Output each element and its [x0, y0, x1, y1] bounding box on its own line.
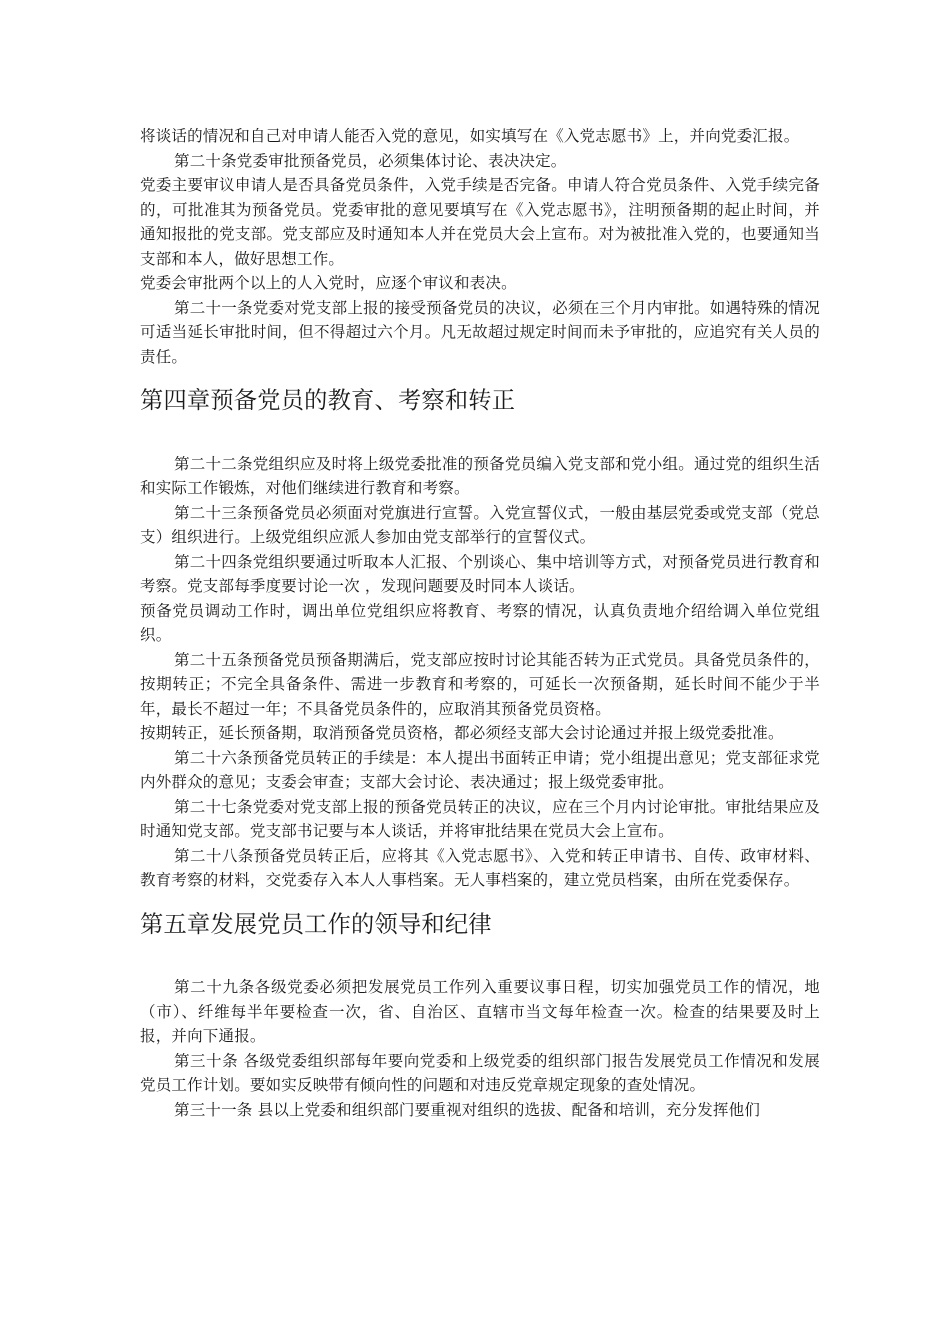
chapter-4-heading: 第四章预备党员的教育、考察和转正: [140, 387, 516, 414]
paragraph-continuation: 将谈话的情况和自己对申请人能否入党的意见，如实填写在《入党志愿书》上，并向党委汇报。: [140, 127, 800, 145]
article-30: 第三十条 各级党委组织部每年要向党委和上级党委的组织部门报告发展党员工作情况和发展党员工作计划。要如实反映带有倾向性的问题和对违反党章规定现象的查处情况。: [140, 1051, 820, 1094]
article-29: 第二十九条各级党委必须把发展党员工作列入重要议事日程，切实加强党员工作的情况，地（市）、纤维每半年要检查一次，省、自治区、直辖市当文每年检查一次。检查的结果要及时上报，并向下通报。: [140, 978, 820, 1045]
chapter-5-heading: 第五章发展党员工作的领导和纪律: [140, 910, 492, 938]
article-26: 第二十六条预备党员转正的手续是：本人提出书面转正申请；党小组提出意见；党支部征求党内外群众的意见；支委会审查；支部大会讨论、表决通过；报上级党委审批。: [140, 748, 820, 791]
document-body: [140, 124, 820, 1122]
article-25-note: 按期转正，延长预备期，取消预备党员资格，都必须经支部大会讨论通过并报上级党委批准。: [140, 724, 784, 742]
article-23: 第二十三条预备党员必须面对党旗进行宣誓。入党宣誓仪式，一般由基层党委或党支部（党总支）组织进行。上级党组织应派人参加由党支部举行的宣誓仪式。: [140, 503, 820, 546]
article-22: 第二十二条党组织应及时将上级党委批准的预备党员编入党支部和党小组。通过党的组织生活和实际工作锻炼，对他们继续进行教育和考察。: [140, 454, 820, 497]
article-25: 第二十五条预备党员预备期满后，党支部应按时讨论其能否转为正式党员。具备党员条件的，按期转正；不完全具备条件、需进一步教育和考察的，可延长一次预备期，延长时间不能少于半年，最长不超过一年；不具备党员条件的，应取消其预备党员资格。: [140, 650, 820, 718]
article-20-body: 党委主要审议申请人是否具备党员条件，入党手续是否完备。申请人符合党员条件、入党手续完备的，可批准其为预备党员。党委审批的意见要填写在《入党志愿书》，注明预备期的起止时间，并通知报批的党支部。党支部应及时通知本人并在党员大会上宣布。对为被批准入党的，也要通知当支部和本人，做好思想工作。: [140, 176, 820, 268]
article-24: 第二十四条党组织要通过听取本人汇报、个别谈心、集中培训等方式，对预备党员进行教育和考察。党支部每季度要讨论一次 ，发现问题要及时同本人谈话。: [140, 552, 820, 595]
article-24-note: 预备党员调动工作时，调出单位党组织应将教育、考察的情况，认真负责地介绍给调入单位党组织。: [140, 601, 820, 644]
article-20-note: 党委会审批两个以上的人入党时，应逐个审议和表决。: [140, 274, 517, 292]
article-20-title: 第二十条党委审批预备党员，必须集体讨论、表决决定。: [174, 151, 567, 170]
article-28: 第二十八条预备党员转正后，应将其《入党志愿书》、入党和转正申请书、自传、政审材料、教育考察的材料，交党委存入本人人事档案。无人事档案的，建立党员档案，由所在党委保存。: [140, 846, 820, 889]
article-31: 第三十一条 县以上党委和组织部门要重视对组织的选拔、配备和培训，充分发挥他们: [174, 1100, 761, 1119]
article-21: 第二十一条党委对党支部上报的接受预备党员的决议，必须在三个月内审批。如遇特殊的情况可适当延长审批时间，但不得超过六个月。凡无故超过规定时间而未予审批的，应追究有关人员的责任。: [140, 298, 820, 366]
article-27: 第二十七条党委对党支部上报的预备党员转正的决议，应在三个月内讨论审批。审批结果应及时通知党支部。党支部书记要与本人谈话，并将审批结果在党员大会上宣布。: [140, 797, 820, 840]
